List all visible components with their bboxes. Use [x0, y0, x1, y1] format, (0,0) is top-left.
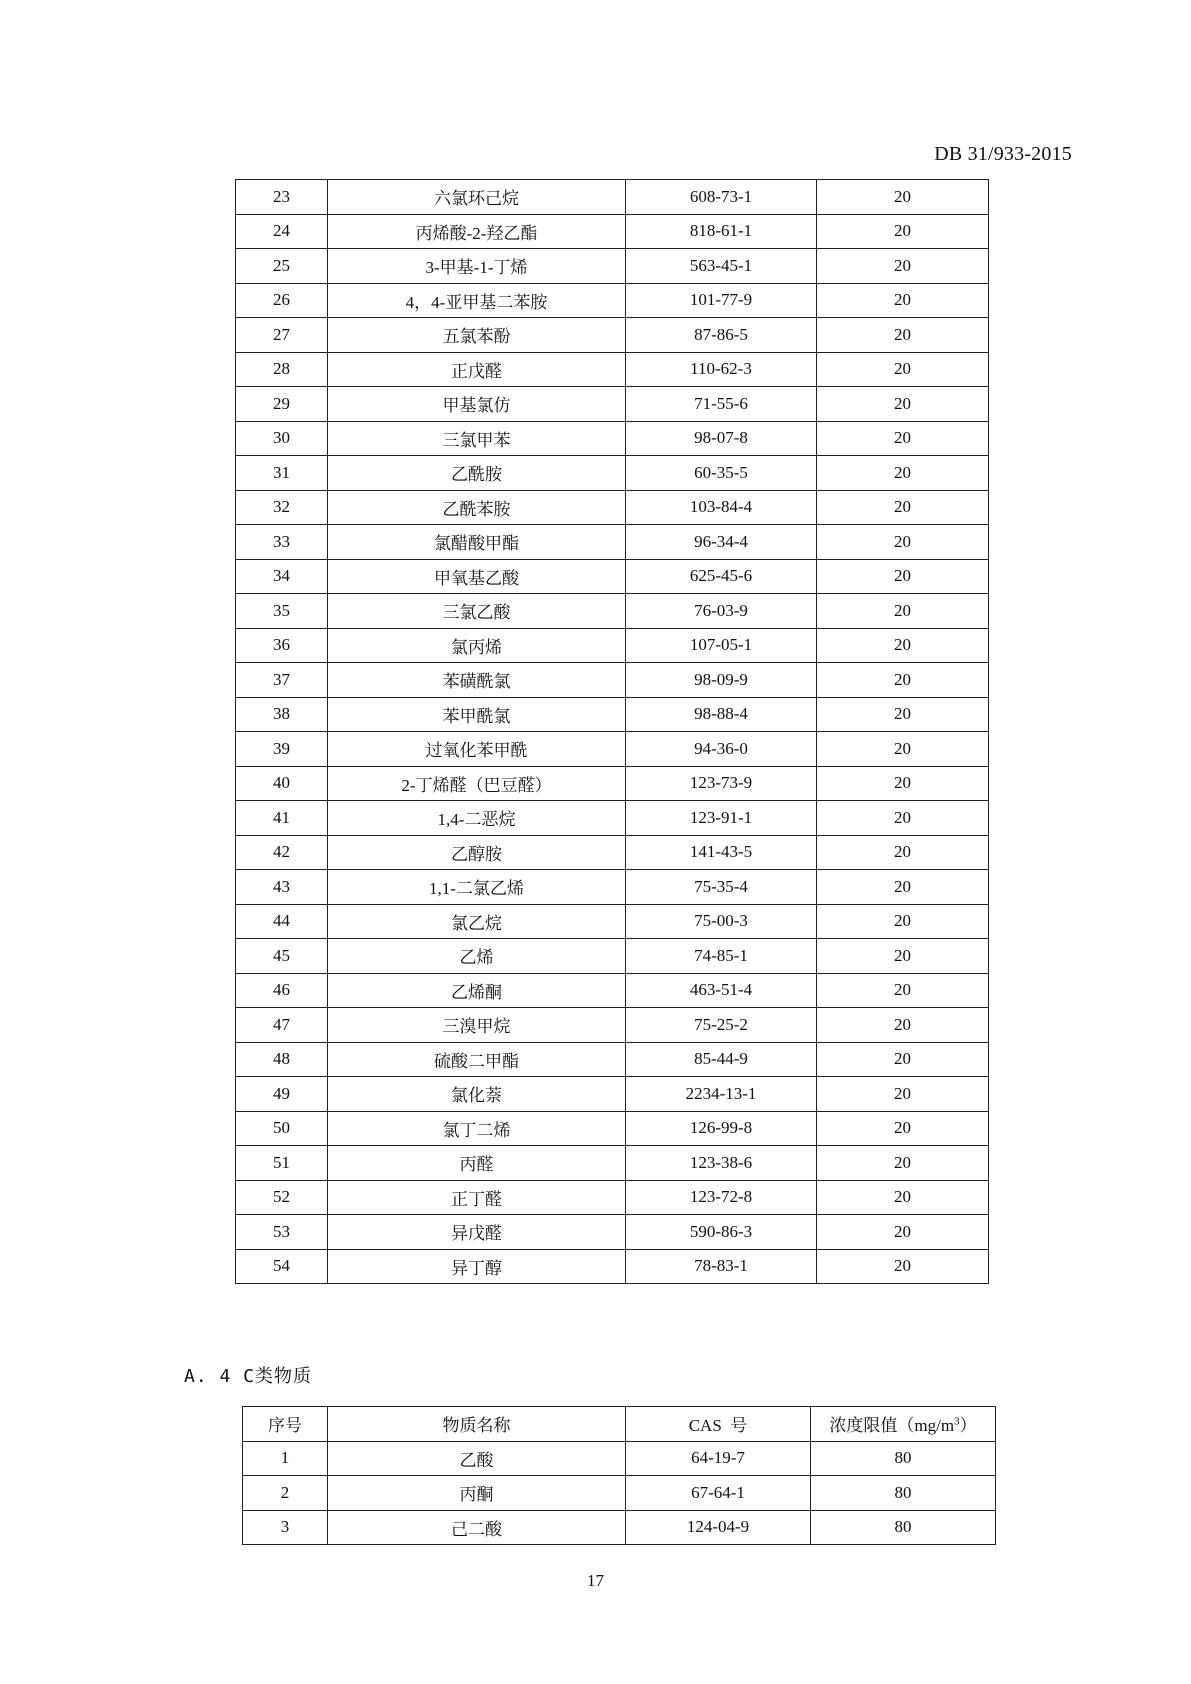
table-row — [236, 1215, 989, 1250]
cell-limit: 20 — [817, 1008, 989, 1043]
cell-seq: 52 — [236, 1180, 328, 1215]
cell-name: 过氧化苯甲酰 — [328, 732, 626, 767]
cell-cas: 123-72-8 — [626, 1180, 817, 1215]
cell-cas: 94-36-0 — [626, 732, 817, 767]
table-header-row — [243, 1407, 996, 1442]
cell-name: 氯丙烯 — [328, 628, 626, 663]
table-row — [236, 1249, 989, 1284]
table-row — [236, 663, 989, 698]
cell-name: 三氯乙酸 — [328, 594, 626, 629]
cell-cas: 123-38-6 — [626, 1146, 817, 1181]
cell-cas: 75-25-2 — [626, 1008, 817, 1043]
cell-limit: 20 — [817, 973, 989, 1008]
cell-seq: 53 — [236, 1215, 328, 1250]
cell-limit: 20 — [817, 283, 989, 318]
table-row — [236, 387, 989, 422]
table-row — [236, 318, 989, 353]
limit-label: 浓度限值（mg/m — [829, 1416, 955, 1436]
cell-name: 三溴甲烷 — [328, 1008, 626, 1043]
cell-name: 氯醋酸甲酯 — [328, 525, 626, 560]
cell-name: 丙酮 — [328, 1476, 626, 1511]
cell-limit: 20 — [817, 456, 989, 491]
column-header-name: 物质名称 — [328, 1407, 626, 1442]
cell-cas: 96-34-4 — [626, 525, 817, 560]
cell-name: 乙烯酮 — [328, 973, 626, 1008]
table-row — [236, 1008, 989, 1043]
cell-cas: 87-86-5 — [626, 318, 817, 353]
cell-seq: 23 — [236, 180, 328, 215]
cell-limit: 20 — [817, 628, 989, 663]
table-row — [236, 1077, 989, 1112]
cell-cas: 107-05-1 — [626, 628, 817, 663]
cell-cas: 98-88-4 — [626, 697, 817, 732]
cell-limit: 20 — [817, 801, 989, 836]
cell-limit: 20 — [817, 1215, 989, 1250]
cell-cas: 563-45-1 — [626, 249, 817, 284]
cell-limit: 20 — [817, 939, 989, 974]
cell-limit: 20 — [817, 490, 989, 525]
cell-limit: 20 — [817, 870, 989, 905]
cell-cas: 78-83-1 — [626, 1249, 817, 1284]
cell-seq: 54 — [236, 1249, 328, 1284]
cell-limit: 20 — [817, 559, 989, 594]
cell-name: 异丁醇 — [328, 1249, 626, 1284]
table-row — [243, 1510, 996, 1545]
column-header-cas: CAS 号 — [626, 1407, 811, 1442]
table-row — [236, 732, 989, 767]
cell-name: 氯乙烷 — [328, 904, 626, 939]
cell-name: 氯丁二烯 — [328, 1111, 626, 1146]
cell-limit: 20 — [817, 697, 989, 732]
cell-cas: 60-35-5 — [626, 456, 817, 491]
cell-name: 乙烯 — [328, 939, 626, 974]
cell-name: 甲氧基乙酸 — [328, 559, 626, 594]
cell-cas: 103-84-4 — [626, 490, 817, 525]
cell-name: 氯化萘 — [328, 1077, 626, 1112]
cell-seq: 36 — [236, 628, 328, 663]
cell-limit: 80 — [811, 1441, 996, 1476]
cell-name: 3-甲基-1-丁烯 — [328, 249, 626, 284]
table-row — [236, 939, 989, 974]
table-row — [236, 904, 989, 939]
substance-table-b — [235, 179, 989, 1284]
cell-cas: 74-85-1 — [626, 939, 817, 974]
cell-seq: 48 — [236, 1042, 328, 1077]
cell-limit: 20 — [817, 525, 989, 560]
page-number: 17 — [587, 1571, 604, 1590]
table-row — [236, 180, 989, 215]
table-row — [236, 1042, 989, 1077]
cell-limit: 20 — [817, 249, 989, 284]
table-row — [243, 1441, 996, 1476]
cell-seq: 32 — [236, 490, 328, 525]
cell-name: 甲基氯仿 — [328, 387, 626, 422]
cell-name: 丙醛 — [328, 1146, 626, 1181]
cell-name: 4，4-亚甲基二苯胺 — [328, 283, 626, 318]
cell-limit: 20 — [817, 1180, 989, 1215]
table-row — [236, 249, 989, 284]
cell-limit: 20 — [817, 835, 989, 870]
table-row — [236, 594, 989, 629]
table-row — [236, 835, 989, 870]
cell-limit: 80 — [811, 1510, 996, 1545]
table-c-body — [243, 1441, 996, 1545]
cell-name: 乙酸 — [328, 1441, 626, 1476]
table-row — [236, 1146, 989, 1181]
cell-name: 丙烯酸-2-羟乙酯 — [328, 214, 626, 249]
cell-limit: 20 — [817, 1077, 989, 1112]
cell-limit: 20 — [817, 318, 989, 353]
cell-cas: 110-62-3 — [626, 352, 817, 387]
cell-seq: 37 — [236, 663, 328, 698]
table-row — [236, 973, 989, 1008]
cell-seq: 41 — [236, 801, 328, 836]
cell-cas: 123-91-1 — [626, 801, 817, 836]
table-row — [236, 456, 989, 491]
table-row — [236, 525, 989, 560]
cell-cas: 67-64-1 — [626, 1476, 811, 1511]
cell-seq: 51 — [236, 1146, 328, 1181]
cell-limit: 20 — [817, 732, 989, 767]
table-row — [236, 766, 989, 801]
cell-name: 乙酰苯胺 — [328, 490, 626, 525]
cell-seq: 26 — [236, 283, 328, 318]
table-b-body — [236, 180, 989, 1284]
cell-seq: 1 — [243, 1441, 328, 1476]
cell-seq: 31 — [236, 456, 328, 491]
cell-cas: 64-19-7 — [626, 1441, 811, 1476]
column-header-limit — [811, 1407, 996, 1442]
cell-name: 苯磺酰氯 — [328, 663, 626, 698]
section-heading-c: A. 4 C类物质 — [184, 1366, 313, 1387]
cell-seq: 3 — [243, 1510, 328, 1545]
cell-name: 乙醇胺 — [328, 835, 626, 870]
cell-seq: 29 — [236, 387, 328, 422]
cell-name: 正戊醛 — [328, 352, 626, 387]
cell-name: 三氯甲苯 — [328, 421, 626, 456]
cell-cas: 101-77-9 — [626, 283, 817, 318]
cell-limit: 20 — [817, 387, 989, 422]
cell-limit: 20 — [817, 421, 989, 456]
cell-cas: 75-35-4 — [626, 870, 817, 905]
cell-seq: 28 — [236, 352, 328, 387]
table-row — [243, 1476, 996, 1511]
cell-seq: 40 — [236, 766, 328, 801]
table-row — [236, 697, 989, 732]
table-row — [236, 559, 989, 594]
cell-seq: 34 — [236, 559, 328, 594]
table-row — [236, 870, 989, 905]
cell-seq: 2 — [243, 1476, 328, 1511]
cell-seq: 44 — [236, 904, 328, 939]
standard-code: DB 31/933-2015 — [934, 143, 1072, 165]
cell-limit: 20 — [817, 1146, 989, 1181]
cell-seq: 43 — [236, 870, 328, 905]
cell-cas: 625-45-6 — [626, 559, 817, 594]
column-header-seq: 序号 — [243, 1407, 328, 1442]
table-row — [236, 214, 989, 249]
cell-name: 己二酸 — [328, 1510, 626, 1545]
cell-cas: 126-99-8 — [626, 1111, 817, 1146]
cell-name: 1,1-二氯乙烯 — [328, 870, 626, 905]
cell-seq: 47 — [236, 1008, 328, 1043]
cell-limit: 20 — [817, 180, 989, 215]
cell-name: 2-丁烯醛（巴豆醛） — [328, 766, 626, 801]
cell-cas: 124-04-9 — [626, 1510, 811, 1545]
cell-limit: 20 — [817, 1042, 989, 1077]
cell-limit: 20 — [817, 766, 989, 801]
limit-label-close: ） — [959, 1416, 977, 1436]
limit-superscript: 3 — [954, 1415, 960, 1428]
cell-limit: 20 — [817, 904, 989, 939]
table-row — [236, 628, 989, 663]
cell-seq: 50 — [236, 1111, 328, 1146]
cell-seq: 33 — [236, 525, 328, 560]
cell-seq: 39 — [236, 732, 328, 767]
cell-limit: 80 — [811, 1476, 996, 1511]
table-row — [236, 1180, 989, 1215]
cell-limit: 20 — [817, 352, 989, 387]
cell-cas: 98-09-9 — [626, 663, 817, 698]
cell-cas: 818-61-1 — [626, 214, 817, 249]
cell-cas: 98-07-8 — [626, 421, 817, 456]
cell-seq: 30 — [236, 421, 328, 456]
cell-cas: 141-43-5 — [626, 835, 817, 870]
cell-cas: 2234-13-1 — [626, 1077, 817, 1112]
cell-limit: 20 — [817, 594, 989, 629]
cell-cas: 463-51-4 — [626, 973, 817, 1008]
cell-seq: 35 — [236, 594, 328, 629]
cell-name: 硫酸二甲酯 — [328, 1042, 626, 1077]
cell-cas: 85-44-9 — [626, 1042, 817, 1077]
cell-seq: 27 — [236, 318, 328, 353]
cell-seq: 49 — [236, 1077, 328, 1112]
cell-name: 异戊醛 — [328, 1215, 626, 1250]
cell-name: 正丁醛 — [328, 1180, 626, 1215]
cell-name: 六氯环己烷 — [328, 180, 626, 215]
cell-limit: 20 — [817, 1249, 989, 1284]
cell-seq: 42 — [236, 835, 328, 870]
cell-seq: 45 — [236, 939, 328, 974]
cell-seq: 25 — [236, 249, 328, 284]
substance-table-c — [242, 1406, 996, 1545]
cell-name: 五氯苯酚 — [328, 318, 626, 353]
cell-limit: 20 — [817, 1111, 989, 1146]
cell-limit: 20 — [817, 214, 989, 249]
table-row — [236, 1111, 989, 1146]
cell-seq: 24 — [236, 214, 328, 249]
table-row — [236, 490, 989, 525]
cell-cas: 590-86-3 — [626, 1215, 817, 1250]
cell-name: 苯甲酰氯 — [328, 697, 626, 732]
cell-cas: 123-73-9 — [626, 766, 817, 801]
table-row — [236, 801, 989, 836]
cell-cas: 76-03-9 — [626, 594, 817, 629]
cell-cas: 71-55-6 — [626, 387, 817, 422]
cell-cas: 75-00-3 — [626, 904, 817, 939]
cell-seq: 38 — [236, 697, 328, 732]
cell-name: 乙酰胺 — [328, 456, 626, 491]
table-row — [236, 283, 989, 318]
cell-cas: 608-73-1 — [626, 180, 817, 215]
cell-limit: 20 — [817, 663, 989, 698]
cell-seq: 46 — [236, 973, 328, 1008]
table-row — [236, 421, 989, 456]
cell-name: 1,4-二恶烷 — [328, 801, 626, 836]
table-row — [236, 352, 989, 387]
